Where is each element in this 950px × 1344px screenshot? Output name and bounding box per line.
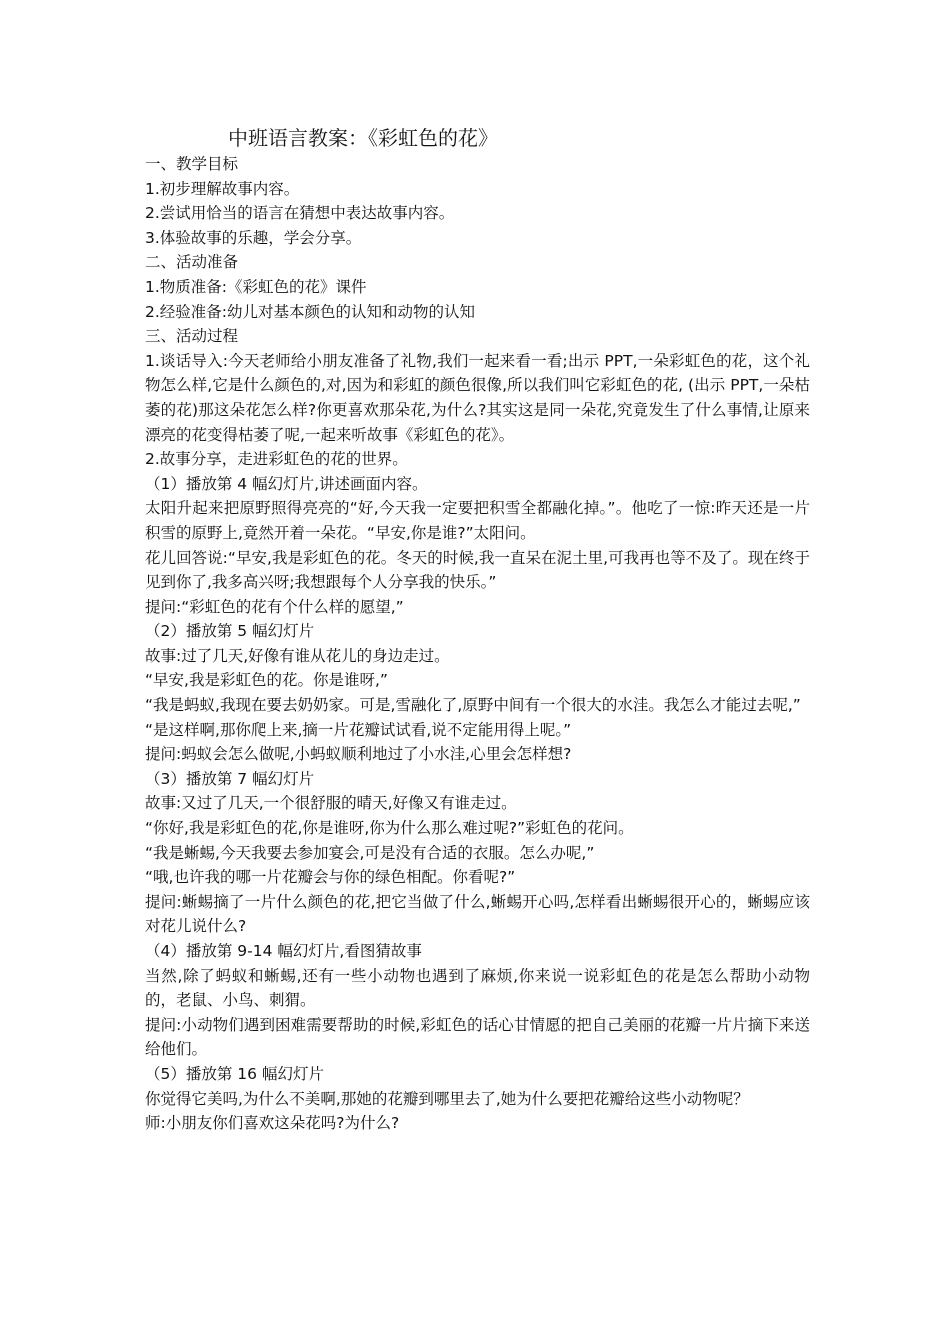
section-heading-process: 三、活动过程 [145, 327, 239, 346]
question: 提问:“彩虹色的花有个什么样的愿望,” [145, 597, 404, 616]
dialogue: “我是蚂蚁,我现在要去奶奶家。可是,雪融化了,原野中间有一个很大的水洼。我怎么才能过去呢,” [145, 696, 801, 715]
dialogue: “是这样啊,那你爬上来,摘一片花瓣试试看,说不定能用得上呢。” [145, 720, 572, 739]
section-heading-goals: 一、教学目标 [145, 155, 239, 173]
goal-item: 3.体验故事的乐趣，学会分享。 [145, 228, 362, 247]
paragraph: 你觉得它美吗,为什么不美啊,那她的花瓣到哪里去了,她为什么要把花瓣给这些小动物呢？ [145, 1089, 749, 1108]
question: 提问:小动物们遇到困难需要帮助的时候,彩虹色的话心甘情愿的把自己美丽的花瓣一片片摘下来送给他们。 [145, 1015, 810, 1059]
slide-step: （5）播放第 16 幅幻灯片 [145, 1064, 324, 1083]
paragraph: 2.故事分享，走进彩虹色的花的世界。 [145, 450, 408, 469]
dialogue: “早安,我是彩虹色的花。你是谁呀,” [145, 671, 388, 690]
question: 提问:蚂蚁会怎么做呢,小蚂蚁顺利地过了小水洼,心里会怎样想? [145, 745, 572, 764]
slide-step: （3）播放第 7 幅幻灯片 [145, 769, 315, 788]
slide-step: （2）播放第 5 幅幻灯片 [145, 622, 315, 641]
goal-item: 2.尝试用恰当的语言在猜想中表达故事内容。 [145, 204, 455, 223]
goal-item: 1.初步理解故事内容。 [145, 179, 300, 198]
dialogue: “我是蜥蜴,今天我要去参加宴会,可是没有合适的衣服。怎么办呢,” [145, 843, 595, 862]
paragraph: 太阳升起来把原野照得亮亮的“好,今天我一定要把积雪全都融化掉。”。他吃了一惊:昨天还是一片积雪的原野上,竟然开着一朵花。“早安,你是谁?”太阳问。 [145, 499, 810, 542]
section-heading-preparation: 二、活动准备 [145, 253, 239, 272]
preparation-item: 1.物质准备:《彩虹色的花》课件 [145, 277, 367, 296]
slide-step: （4）播放第 9-14 幅幻灯片,看图猜故事 [145, 942, 422, 960]
dialogue: “哦,也许我的哪一片花瓣会与你的绿色相配。你看呢?” [145, 868, 516, 887]
dialogue: “你好,我是彩虹色的花,你是谁呀,你为什么那么难过呢?”彩虹色的花问。 [145, 819, 634, 838]
document-body [145, 124, 810, 1136]
question: 提问:蜥蜴摘了一片什么颜色的花,把它当做了什么,蜥蜴开心吗,怎样看出蜥蜴很开心的，蜥蜴应该对花儿说什么? [145, 892, 810, 936]
preparation-item: 2.经验准备:幼儿对基本颜色的认知和动物的认知 [145, 302, 476, 321]
paragraph: 1.谈话导入:今天老师给小朋友准备了礼物,我们一起来看一看;出示 PPT,一朵彩虹色的花，这个礼物怎么样,它是什么颜色的,对,因为和彩虹的颜色很像,所以我们叫它彩虹色的花, (出示 PPT,一朵枯萎的花)那这朵花怎么样?你更喜欢那朵花,为什么?其实这是同一朵花,究竟发生了什么事情,让原来漂亮的花变得枯萎了呢,一起来听故事《彩虹色的花》。 [145, 351, 810, 444]
paragraph: 花儿回答说:“早安,我是彩虹色的花。冬天的时候,我一直呆在泥土里,可我再也等不及了。现在终于见到你了,我多高兴呀;我想跟每个人分享我的快乐。” [145, 548, 810, 592]
paragraph: 故事:过了几天,好像有谁从花儿的身边走过。 [145, 646, 450, 665]
paragraph: 故事:又过了几天,一个很舒服的晴天,好像又有谁走过。 [145, 794, 517, 813]
paragraph: 当然,除了蚂蚁和蜥蜴,还有一些小动物也遇到了麻烦,你来说一说彩虹色的花是怎么帮助小动物的，老鼠、小鸟、刺猬。 [145, 966, 810, 1010]
slide-step: （1）播放第 4 幅幻灯片,讲述画面内容。 [145, 474, 428, 493]
question: 师:小朋友你们喜欢这朵花吗?为什么? [145, 1114, 400, 1133]
page-title: 中班语言教案：《彩虹色的花》 [228, 126, 498, 150]
